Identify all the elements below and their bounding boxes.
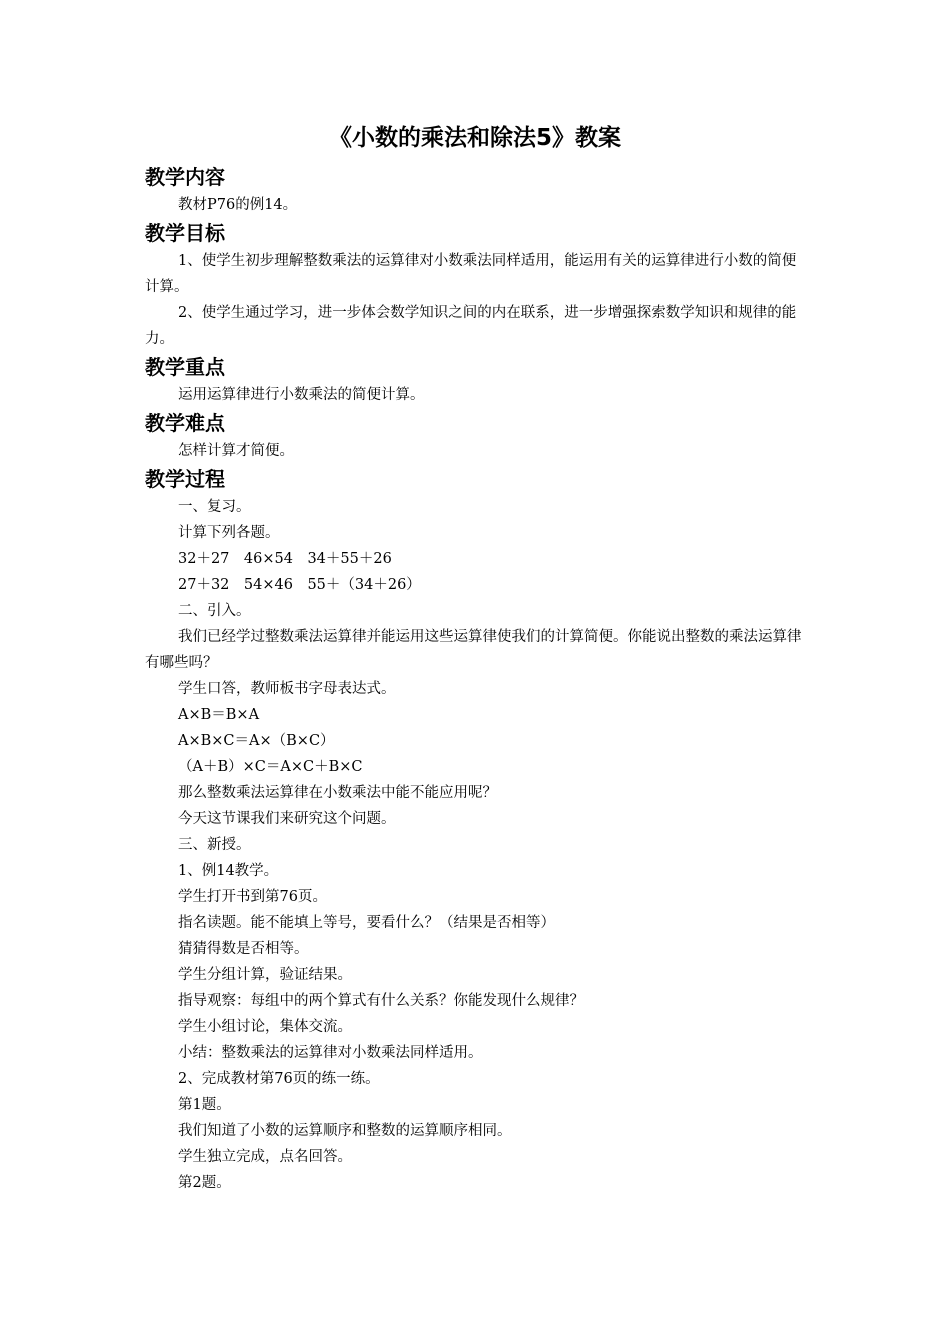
goal-paragraph-1: 1、使学生初步理解整数乘法的运算律对小数乘法同样适用，能运用有关的运算律进行小数的简便计算。 bbox=[145, 253, 797, 295]
text-line: 指导观察：每组中的两个算式有什么关系？你能发现什么规律？ bbox=[178, 993, 584, 1009]
text-line: 那么整数乘法运算律在小数乘法中能不能应用呢？ bbox=[178, 785, 497, 801]
text-line: 学生小组讨论，集体交流。 bbox=[178, 1019, 352, 1035]
text-line: 学生独立完成，点名回答。 bbox=[178, 1149, 352, 1165]
text-line: 1、例14教学。 bbox=[178, 863, 279, 879]
text-line: 第2题。 bbox=[178, 1175, 231, 1191]
text-line: 一、复习。 bbox=[178, 499, 251, 515]
text-line: 2、完成教材第76页的练一练。 bbox=[178, 1071, 380, 1087]
text-line: 猜猜得数是否相等。 bbox=[178, 941, 309, 957]
text-line: 学生分组计算，验证结果。 bbox=[178, 967, 352, 983]
text-line: 三、新授。 bbox=[178, 837, 251, 853]
goal-paragraph-2: 2、使学生通过学习，进一步体会数学知识之间的内在联系，进一步增强探索数学知识和规律的能力。 bbox=[145, 305, 797, 347]
text-line: 二、引入。 bbox=[178, 603, 251, 619]
text-line: 学生打开书到第76页。 bbox=[178, 889, 327, 905]
document-body bbox=[145, 162, 810, 1196]
formula-line: （A＋B）×C＝A×C＋B×C bbox=[178, 759, 363, 775]
text-line: 学生口答，教师板书字母表达式。 bbox=[178, 681, 396, 697]
math-line: 27＋32 54×46 55＋（34＋26） bbox=[178, 577, 421, 593]
formula-line: A×B×C＝A×（B×C） bbox=[178, 733, 335, 749]
text-line: 我们知道了小数的运算顺序和整数的运算顺序相同。 bbox=[178, 1123, 512, 1139]
heading-teaching-process: 教学过程 bbox=[145, 467, 225, 491]
text-line: 计算下列各题。 bbox=[178, 525, 280, 541]
text-line: 指名读题。能不能填上等号，要看什么？（结果是否相等） bbox=[178, 915, 555, 931]
text-line: 第1题。 bbox=[178, 1097, 231, 1113]
heading-difficulties: 教学难点 bbox=[145, 411, 225, 435]
text-line: 怎样计算才简便。 bbox=[178, 443, 294, 459]
intro-paragraph: 我们已经学过整数乘法运算律并能运用这些运算律使我们的计算简便。你能说出整数的乘法运算律有哪些吗？ bbox=[145, 629, 802, 671]
text-line: 教材P76的例14。 bbox=[178, 197, 298, 213]
heading-key-points: 教学重点 bbox=[145, 355, 225, 379]
document-title: 《小数的乘法和除法5》教案 bbox=[328, 125, 621, 151]
math-line: 32＋27 46×54 34＋55＋26 bbox=[178, 551, 392, 567]
text-line: 今天这节课我们来研究这个问题。 bbox=[178, 811, 396, 827]
heading-teaching-content: 教学内容 bbox=[145, 165, 225, 189]
heading-teaching-goals: 教学目标 bbox=[145, 221, 225, 245]
text-line: 运用运算律进行小数乘法的简便计算。 bbox=[178, 387, 425, 403]
text-line: 小结：整数乘法的运算律对小数乘法同样适用。 bbox=[178, 1045, 483, 1061]
formula-line: A×B＝B×A bbox=[178, 707, 260, 723]
